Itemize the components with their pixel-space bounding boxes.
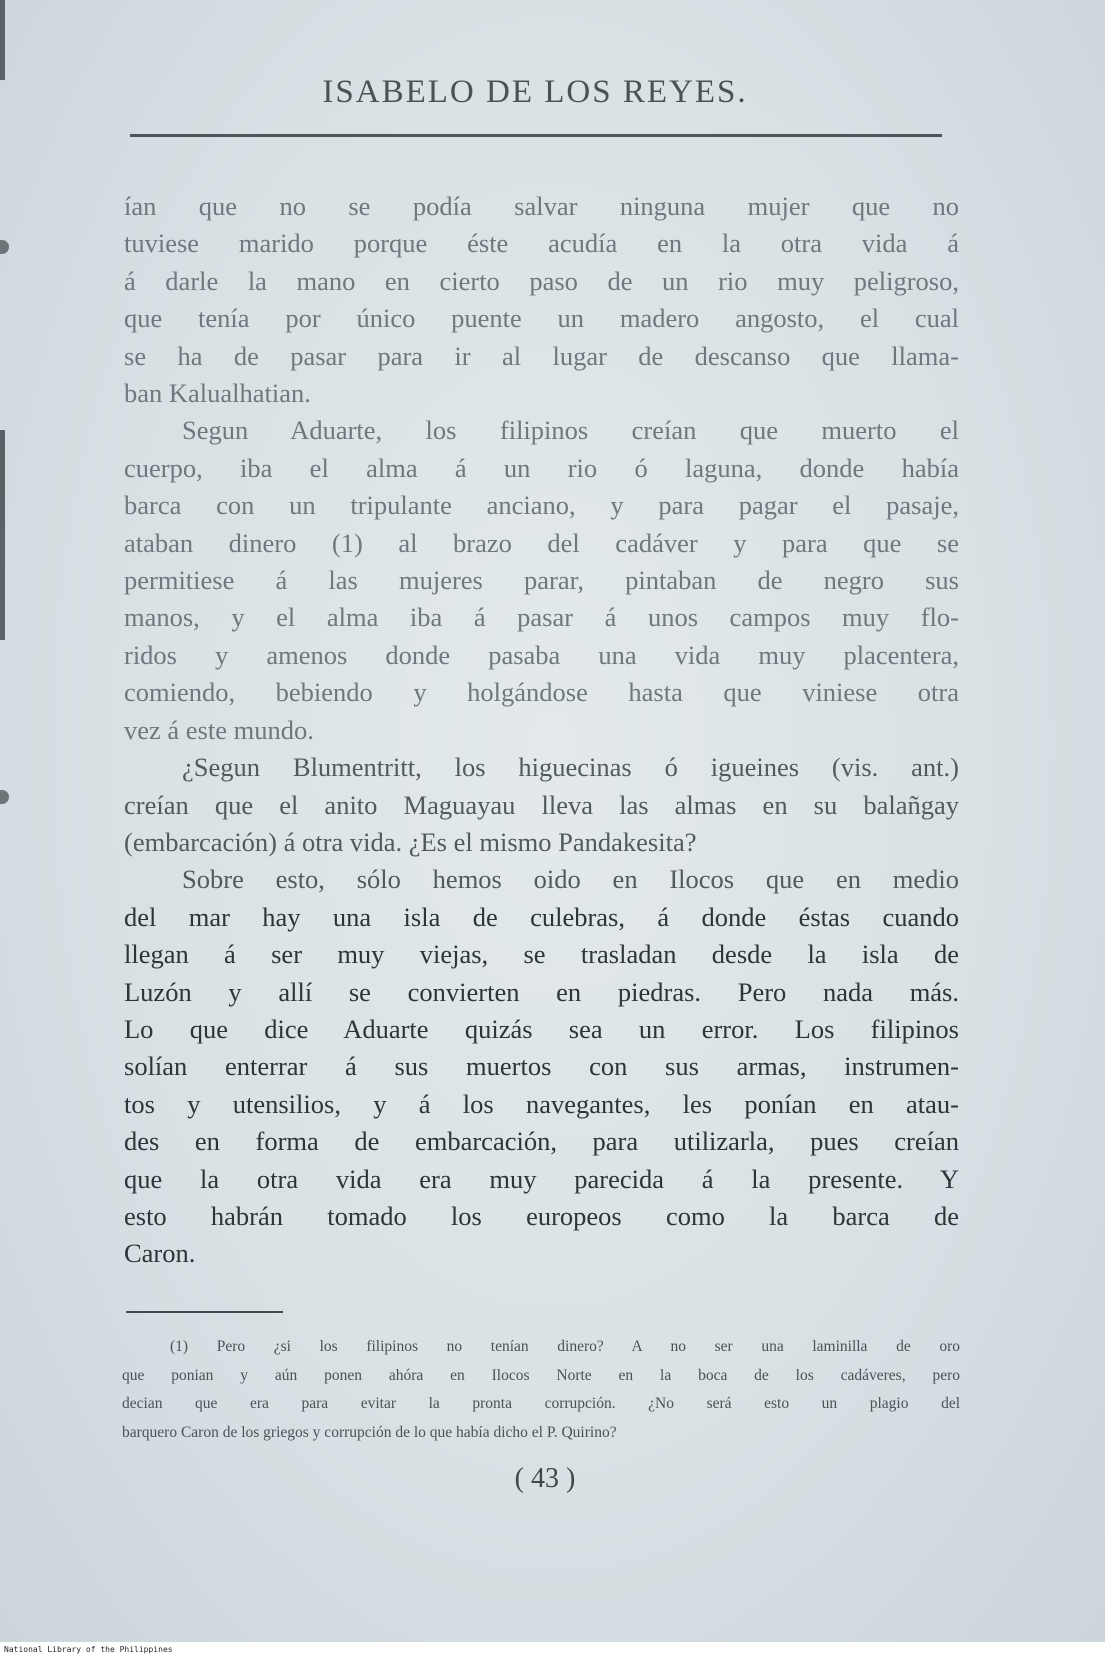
text-line: que tenía por único puente un madero angosto, el cual bbox=[124, 303, 959, 334]
margin-mark-top bbox=[0, 0, 5, 80]
text-line: ridos y amenos donde pasaba una vida muy placentera, bbox=[124, 639, 959, 670]
text-line: llegan á ser muy viejas, se trasladan desde la isla de bbox=[124, 939, 959, 970]
running-header: ISABELO DE LOS REYES. bbox=[322, 74, 748, 110]
header-rule bbox=[130, 134, 942, 137]
text-line: cuerpo, iba el alma á un rio ó laguna, donde había bbox=[124, 452, 959, 483]
text-line: Sobre esto, sólo hemos oido en Ilocos que en medio bbox=[182, 864, 959, 895]
text-line: que la otra vida era muy parecida á la presente. Y bbox=[124, 1163, 959, 1194]
text-line: barca con un tripulante anciano, y para pagar el pasaje, bbox=[124, 490, 959, 521]
text-line: tos y utensilios, y á los navegantes, les ponían en atau- bbox=[124, 1088, 959, 1119]
text-line: permitiese á las mujeres parar, pintaban de negro sus bbox=[124, 565, 959, 596]
footnote-line: barquero Caron de los griegos y corrupción de lo que había dicho el P. Quirino? bbox=[122, 1423, 617, 1441]
footnote bbox=[122, 1333, 960, 1447]
text-line: ataban dinero (1) al brazo del cadáver y para que se bbox=[124, 527, 959, 558]
text-line: ¿Segun Blumentritt, los higuecinas ó igueines (vis. ant.) bbox=[182, 752, 959, 783]
text-line: á darle la mano en cierto paso de un rio muy peligroso, bbox=[124, 265, 959, 296]
margin-mark-middle bbox=[0, 430, 5, 640]
footnote-line: (1) Pero ¿si los filipinos no tenían dinero? A no ser una laminilla de oro bbox=[170, 1338, 960, 1355]
footnote-rule bbox=[126, 1311, 283, 1313]
library-credit: National Library of the Philippines bbox=[4, 1645, 173, 1654]
text-line: del mar hay una isla de culebras, á donde éstas cuando bbox=[124, 901, 959, 932]
text-line: manos, y el alma iba á pasar á unos campos muy flo- bbox=[124, 602, 959, 633]
body-text bbox=[124, 188, 959, 1273]
text-line: Lo que dice Aduarte quizás sea un error. Los filipinos bbox=[124, 1013, 959, 1044]
text-line: se ha de pasar para ir al lugar de descanso que llama- bbox=[124, 340, 959, 371]
text-line: des en forma de embarcación, para utilizarla, pues creían bbox=[124, 1126, 959, 1157]
text-line: (embarcación) á otra vida. ¿Es el mismo Pandakesita? bbox=[124, 826, 697, 857]
page-number: ( 43 ) bbox=[514, 1463, 576, 1494]
text-line: comiendo, bebiendo y holgándose hasta que viniese otra bbox=[124, 677, 959, 708]
text-line: vez á este mundo. bbox=[124, 714, 314, 745]
footnote-line: decian que era para evitar la pronta corrupción. ¿No será esto un plagio del bbox=[122, 1395, 960, 1412]
text-line: Luzón y allí se convierten en piedras. Pero nada más. bbox=[124, 976, 959, 1007]
text-line: Segun Aduarte, los filipinos creían que muerto el bbox=[182, 415, 959, 446]
text-line: creían que el anito Maguayau lleva las almas en su balañgay bbox=[124, 789, 959, 820]
text-line: tuviese marido porque éste acudía en la otra vida á bbox=[124, 228, 959, 259]
text-line: solían enterrar á sus muertos con sus armas, instrumen- bbox=[124, 1051, 959, 1082]
text-line: Caron. bbox=[124, 1238, 196, 1269]
text-line: ían que no se podía salvar ninguna mujer que no bbox=[124, 191, 959, 221]
text-line: ban Kalualhatian. bbox=[124, 378, 311, 409]
footnote-line: que ponian y aún ponen ahóra en Ilocos Norte en la boca de los cadáveres, pero bbox=[122, 1366, 960, 1384]
text-line: esto habrán tomado los europeos como la barca de bbox=[124, 1200, 959, 1231]
